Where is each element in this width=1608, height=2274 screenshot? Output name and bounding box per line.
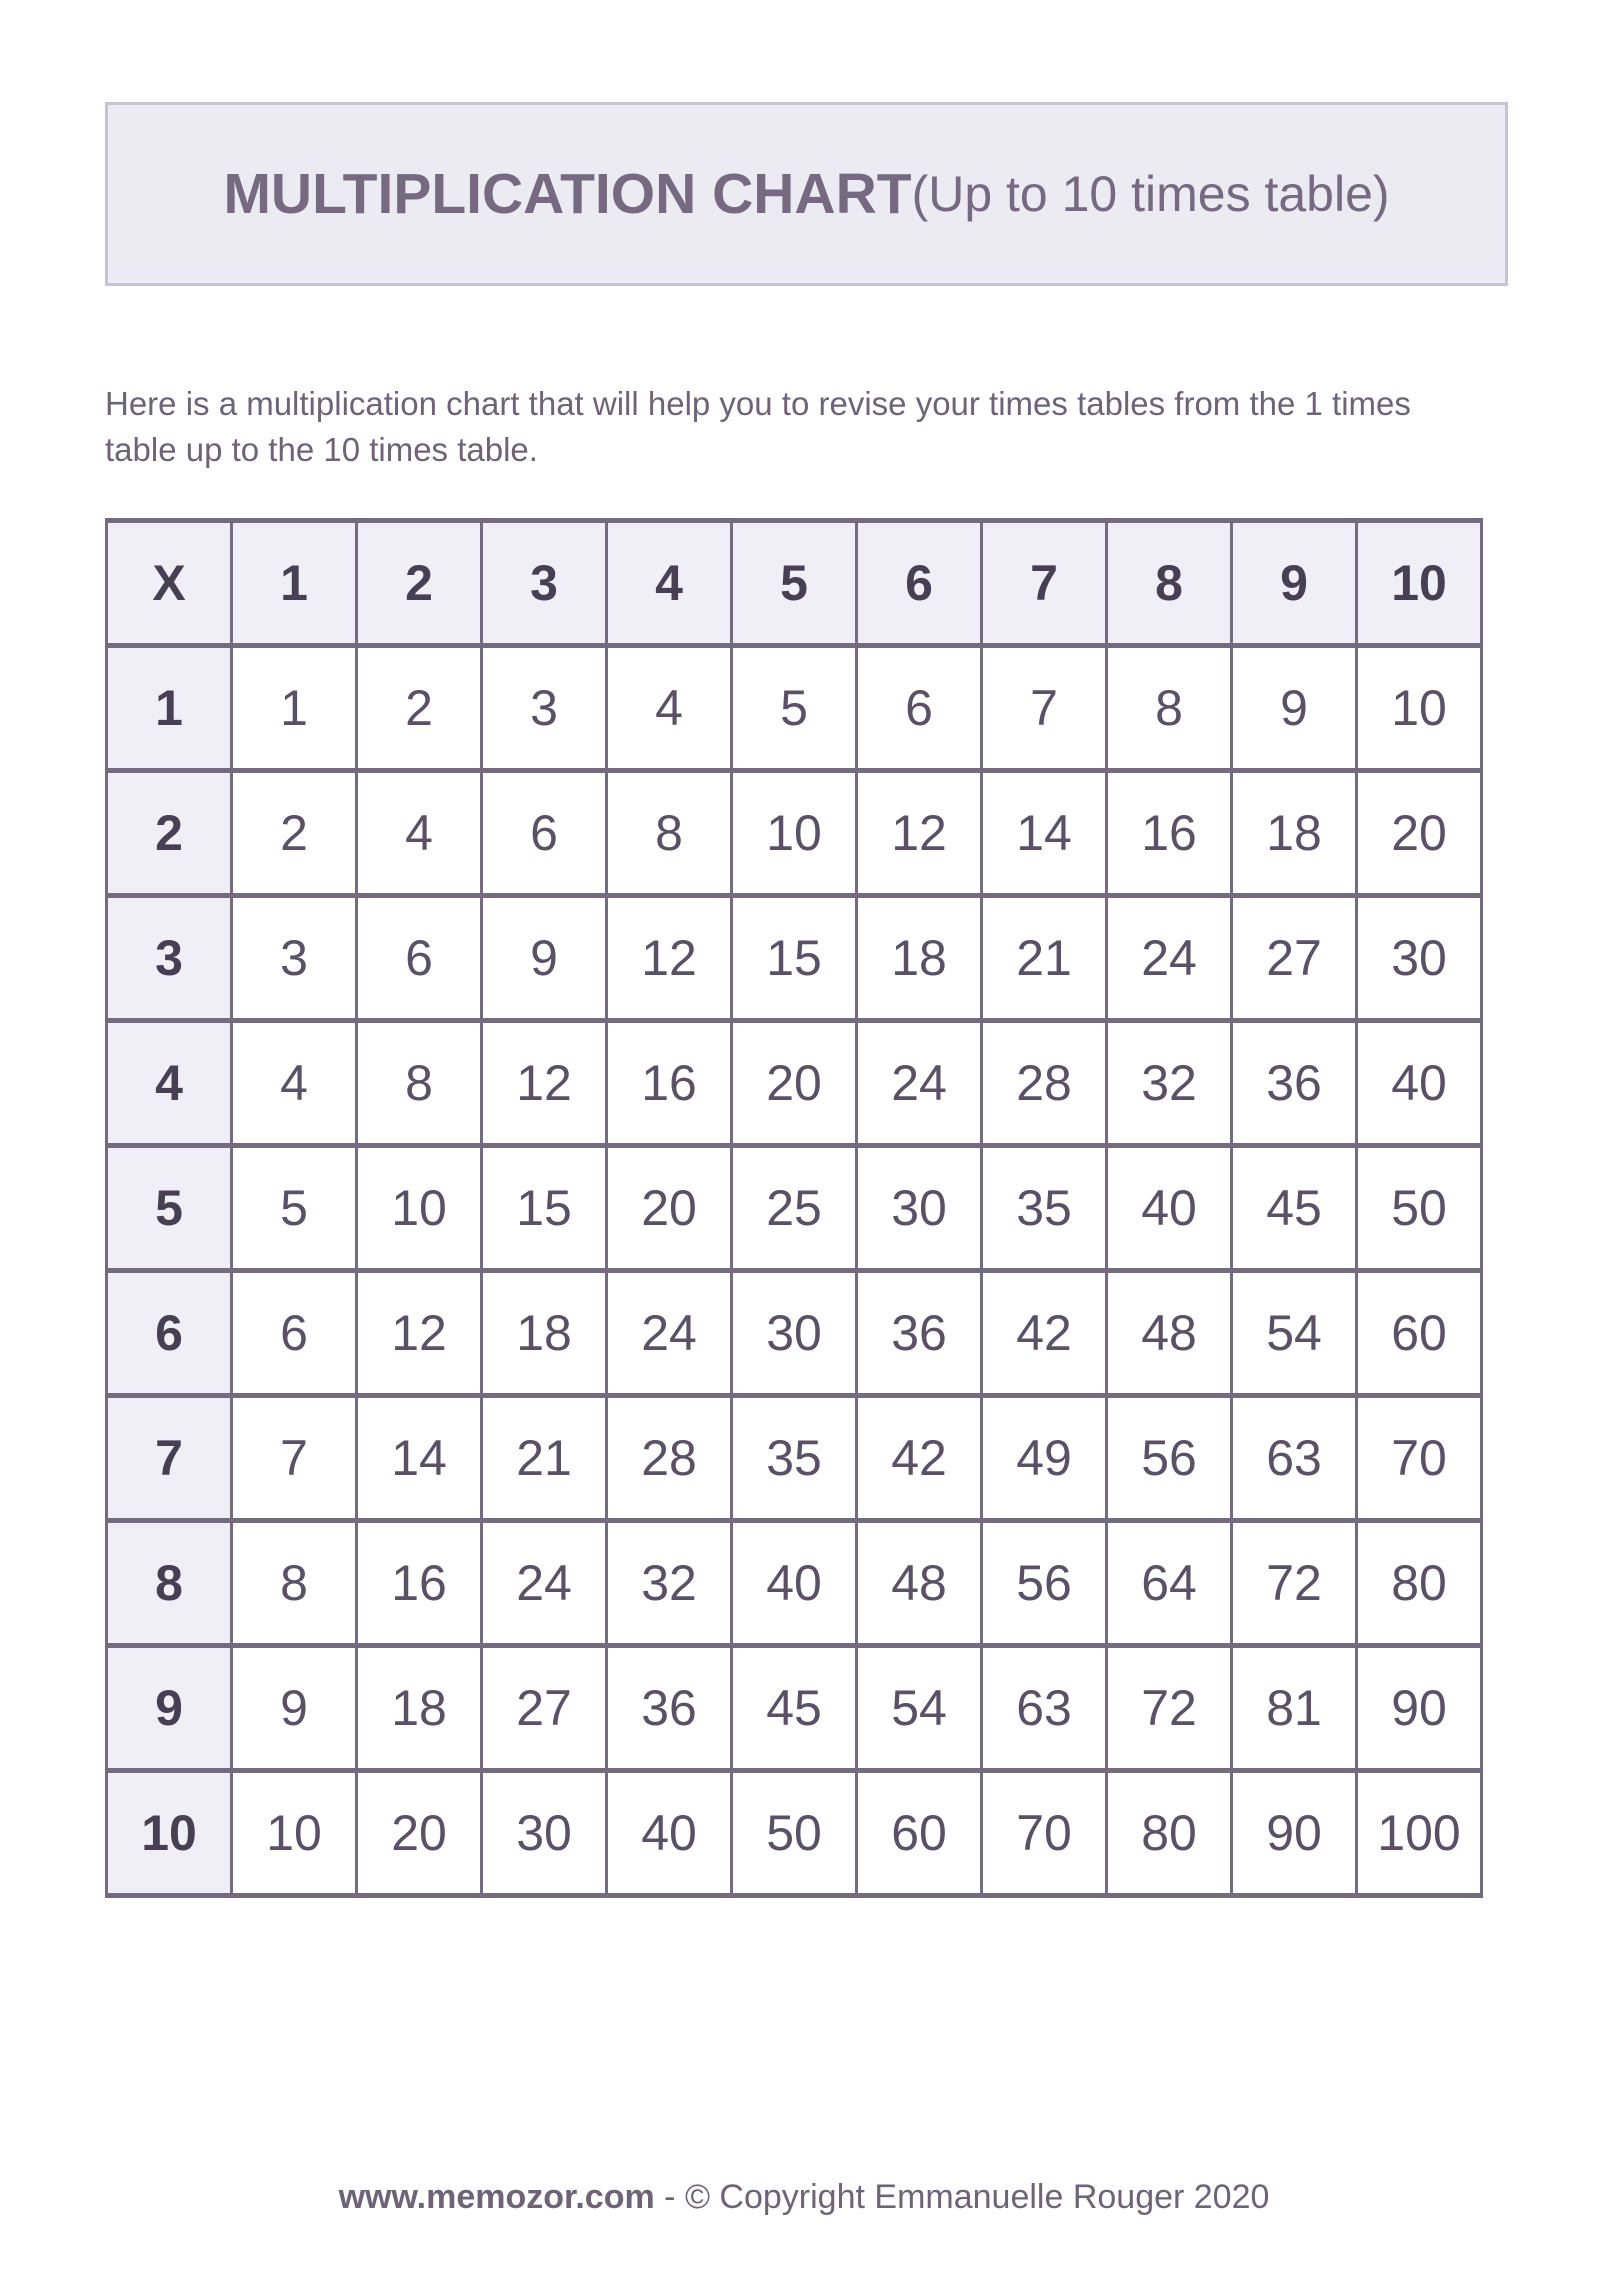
table-cell: 6 xyxy=(232,1271,357,1396)
table-cell: 18 xyxy=(357,1646,482,1771)
table-cell: 81 xyxy=(1232,1646,1357,1771)
table-cell: 24 xyxy=(857,1021,982,1146)
table-cell: 10 xyxy=(1357,646,1482,771)
table-cell: 32 xyxy=(607,1521,732,1646)
table-cell: 30 xyxy=(482,1771,607,1896)
row-header-cell: 4 xyxy=(107,1021,232,1146)
table-cell: 16 xyxy=(1107,771,1232,896)
table-cell: 5 xyxy=(232,1146,357,1271)
table-cell: 72 xyxy=(1107,1646,1232,1771)
table-cell: 21 xyxy=(982,896,1107,1021)
table-cell: 12 xyxy=(607,896,732,1021)
table-cell: 18 xyxy=(482,1271,607,1396)
column-header-cell: 3 xyxy=(482,521,607,646)
table-cell: 63 xyxy=(1232,1396,1357,1521)
table-cell: 35 xyxy=(732,1396,857,1521)
table-cell: 16 xyxy=(607,1021,732,1146)
table-cell: 40 xyxy=(732,1521,857,1646)
row-header-cell: 5 xyxy=(107,1146,232,1271)
table-cell: 48 xyxy=(857,1521,982,1646)
header-row xyxy=(107,521,1482,646)
table-cell: 49 xyxy=(982,1396,1107,1521)
table-row xyxy=(107,1271,1482,1396)
table-cell: 24 xyxy=(1107,896,1232,1021)
table-cell: 18 xyxy=(1232,771,1357,896)
table-cell: 63 xyxy=(982,1646,1107,1771)
table-cell: 5 xyxy=(732,646,857,771)
table-cell: 8 xyxy=(607,771,732,896)
table-cell: 35 xyxy=(982,1146,1107,1271)
table-row xyxy=(107,1771,1482,1896)
table-cell: 4 xyxy=(232,1021,357,1146)
row-header-cell: 1 xyxy=(107,646,232,771)
column-header-cell: 8 xyxy=(1107,521,1232,646)
table-row xyxy=(107,1396,1482,1521)
table-cell: 36 xyxy=(607,1646,732,1771)
table-cell: 18 xyxy=(857,896,982,1021)
row-header-cell: 2 xyxy=(107,771,232,896)
table-cell: 27 xyxy=(1232,896,1357,1021)
table-cell: 45 xyxy=(1232,1146,1357,1271)
table-cell: 7 xyxy=(982,646,1107,771)
table-cell: 80 xyxy=(1107,1771,1232,1896)
table-cell: 36 xyxy=(1232,1021,1357,1146)
table-cell: 30 xyxy=(1357,896,1482,1021)
table-cell: 42 xyxy=(857,1396,982,1521)
table-row xyxy=(107,1521,1482,1646)
column-header-cell: 10 xyxy=(1357,521,1482,646)
table-row xyxy=(107,896,1482,1021)
table-cell: 30 xyxy=(732,1271,857,1396)
table-cell: 8 xyxy=(232,1521,357,1646)
column-header-cell: 7 xyxy=(982,521,1107,646)
column-header-cell: 5 xyxy=(732,521,857,646)
table-cell: 1 xyxy=(232,646,357,771)
table-cell: 100 xyxy=(1357,1771,1482,1896)
table-cell: 3 xyxy=(232,896,357,1021)
table-cell: 32 xyxy=(1107,1021,1232,1146)
table-cell: 24 xyxy=(607,1271,732,1396)
table-cell: 2 xyxy=(232,771,357,896)
table-row xyxy=(107,1146,1482,1271)
table-cell: 90 xyxy=(1357,1646,1482,1771)
table-cell: 15 xyxy=(482,1146,607,1271)
column-header-cell: 2 xyxy=(357,521,482,646)
title-banner xyxy=(105,102,1508,286)
table-cell: 70 xyxy=(1357,1396,1482,1521)
row-header-cell: 7 xyxy=(107,1396,232,1521)
copyright-text: © Copyright Emmanuelle Rouger 2020 xyxy=(684,2178,1270,2216)
table-cell: 20 xyxy=(1357,771,1482,896)
table-cell: 54 xyxy=(1232,1271,1357,1396)
table-cell: 90 xyxy=(1232,1771,1357,1896)
table-cell: 16 xyxy=(357,1521,482,1646)
table-cell: 24 xyxy=(482,1521,607,1646)
table-cell: 25 xyxy=(732,1146,857,1271)
table-cell: 8 xyxy=(357,1021,482,1146)
row-header-cell: 9 xyxy=(107,1646,232,1771)
page-title-subtitle: (Up to 10 times table) xyxy=(911,166,1390,222)
table-cell: 28 xyxy=(982,1021,1107,1146)
table-cell: 9 xyxy=(1232,646,1357,771)
table-row xyxy=(107,1646,1482,1771)
column-header-cell: 9 xyxy=(1232,521,1357,646)
table-row xyxy=(107,646,1482,771)
table-cell: 8 xyxy=(1107,646,1232,771)
table-cell: 20 xyxy=(732,1021,857,1146)
table-row xyxy=(107,1021,1482,1146)
table-cell: 14 xyxy=(982,771,1107,896)
table-cell: 42 xyxy=(982,1271,1107,1396)
table-cell: 15 xyxy=(732,896,857,1021)
table-row xyxy=(107,771,1482,896)
table-cell: 12 xyxy=(482,1021,607,1146)
table-cell: 12 xyxy=(357,1271,482,1396)
table-cell: 40 xyxy=(607,1771,732,1896)
multiplication-table-body xyxy=(107,521,1482,1896)
table-cell: 28 xyxy=(607,1396,732,1521)
table-cell: 10 xyxy=(357,1146,482,1271)
row-header-cell: 6 xyxy=(107,1271,232,1396)
table-cell: 72 xyxy=(1232,1521,1357,1646)
table-cell: 10 xyxy=(732,771,857,896)
column-header-cell: 1 xyxy=(232,521,357,646)
table-cell: 30 xyxy=(857,1146,982,1271)
row-header-cell: 8 xyxy=(107,1521,232,1646)
table-cell: 10 xyxy=(232,1771,357,1896)
table-cell: 54 xyxy=(857,1646,982,1771)
table-cell: 50 xyxy=(732,1771,857,1896)
table-cell: 6 xyxy=(357,896,482,1021)
table-cell: 50 xyxy=(1357,1146,1482,1271)
table-cell: 27 xyxy=(482,1646,607,1771)
table-cell: 56 xyxy=(1107,1396,1232,1521)
column-header-cell: 4 xyxy=(607,521,732,646)
website-link-text: www.memozor.com xyxy=(338,2178,655,2216)
table-cell: 21 xyxy=(482,1396,607,1521)
column-header-cell: 6 xyxy=(857,521,982,646)
table-cell: 12 xyxy=(857,771,982,896)
table-cell: 80 xyxy=(1357,1521,1482,1646)
table-cell: 14 xyxy=(357,1396,482,1521)
table-cell: 20 xyxy=(607,1146,732,1271)
multiplication-table xyxy=(105,518,1483,1898)
table-cell: 9 xyxy=(482,896,607,1021)
table-cell: 40 xyxy=(1107,1146,1232,1271)
page-title: MULTIPLICATION CHART xyxy=(223,162,912,226)
table-cell: 2 xyxy=(357,646,482,771)
table-cell: 4 xyxy=(357,771,482,896)
table-cell: 6 xyxy=(482,771,607,896)
table-cell: 45 xyxy=(732,1646,857,1771)
table-cell: 7 xyxy=(232,1396,357,1521)
table-cell: 20 xyxy=(357,1771,482,1896)
table-cell: 6 xyxy=(857,646,982,771)
corner-cell: X xyxy=(107,521,232,646)
table-cell: 56 xyxy=(982,1521,1107,1646)
table-cell: 4 xyxy=(607,646,732,771)
table-cell: 9 xyxy=(232,1646,357,1771)
table-cell: 36 xyxy=(857,1271,982,1396)
footer-copyright xyxy=(0,2178,1608,2217)
row-header-cell: 10 xyxy=(107,1771,232,1896)
row-header-cell: 3 xyxy=(107,896,232,1021)
table-cell: 60 xyxy=(857,1771,982,1896)
table-cell: 40 xyxy=(1357,1021,1482,1146)
table-cell: 64 xyxy=(1107,1521,1232,1646)
table-cell: 3 xyxy=(482,646,607,771)
footer-separator: - xyxy=(654,2178,685,2216)
intro-paragraph: Here is a multiplication chart that will help you to revise your times tables from the 1 times table up to the 10 times table. xyxy=(105,385,1411,469)
table-cell: 60 xyxy=(1357,1271,1482,1396)
table-cell: 48 xyxy=(1107,1271,1232,1396)
table-cell: 70 xyxy=(982,1771,1107,1896)
